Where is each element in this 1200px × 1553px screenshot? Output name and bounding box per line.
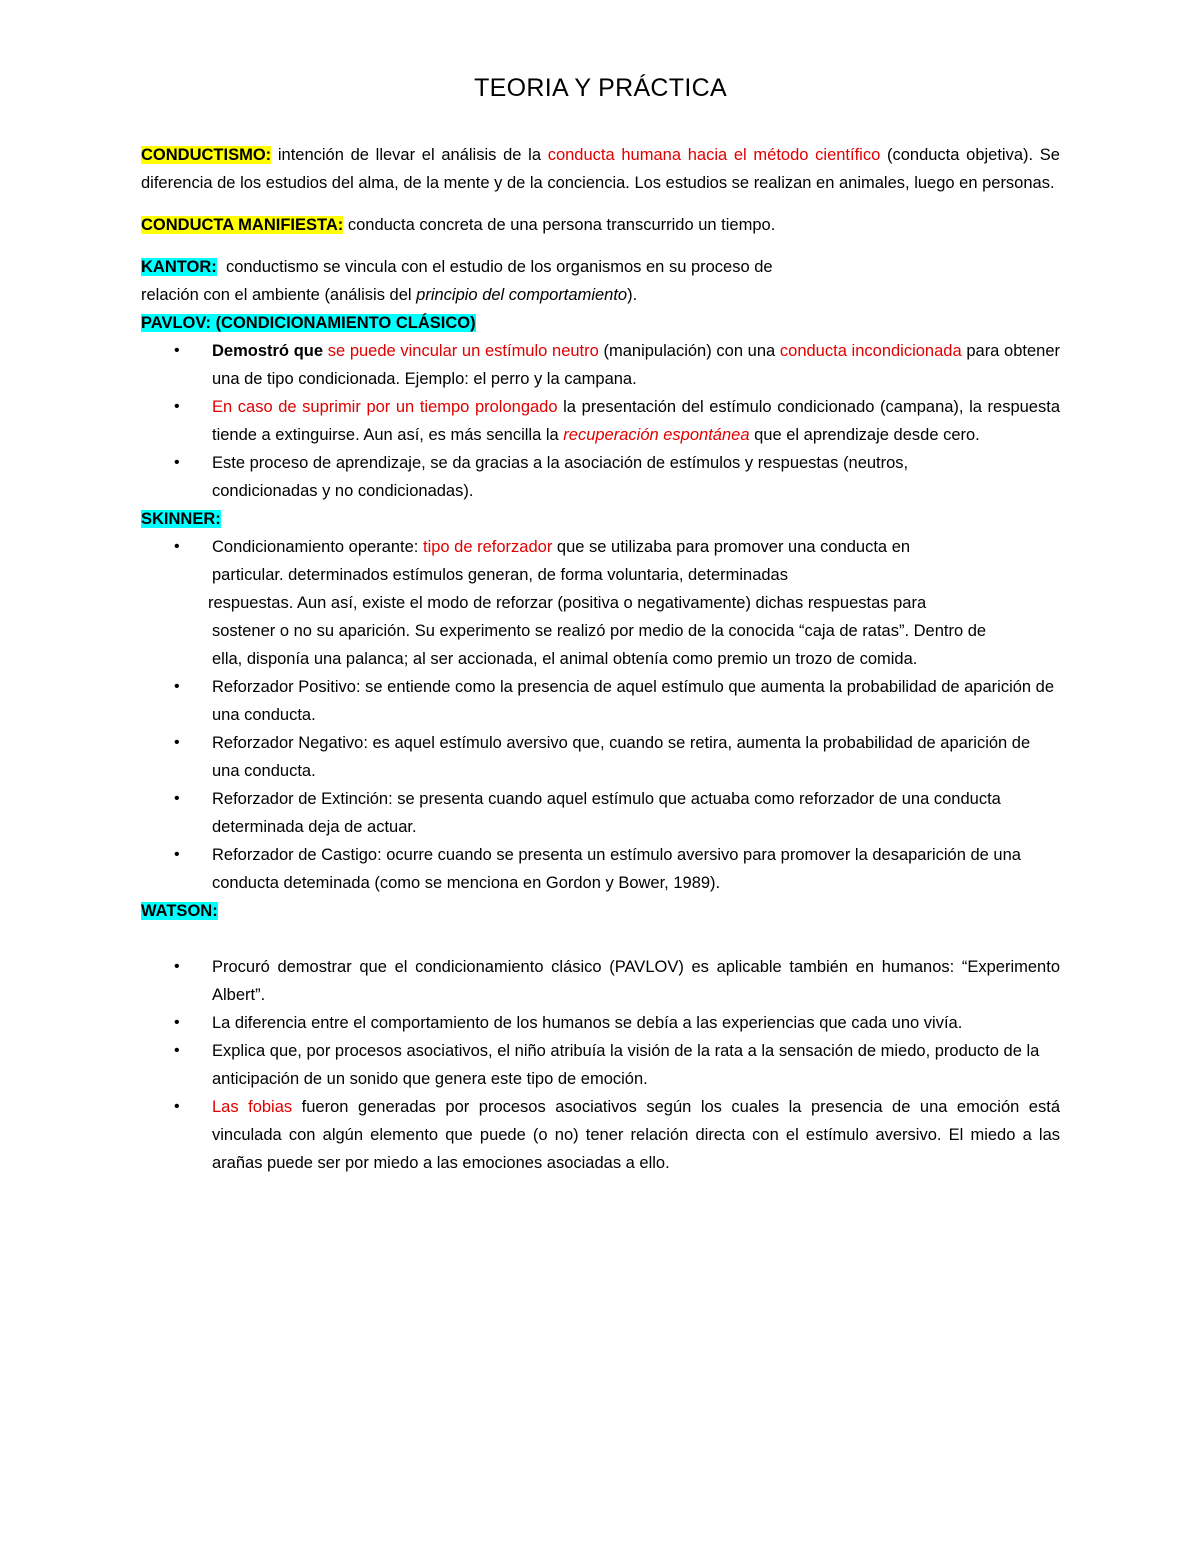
kantor-line-2b: ). bbox=[627, 286, 638, 304]
skinner-b1-text-2: que se utilizaba para promover una conducta en bbox=[552, 538, 911, 556]
list-item bbox=[174, 673, 1060, 729]
skinner-b1-line-4: sostener o no su aparición. Su experimento se realizó por medio de la conocida “caja de ratas”. Dentro de bbox=[212, 622, 987, 640]
bullet-icon: • bbox=[174, 1098, 180, 1115]
list-item bbox=[174, 729, 1060, 785]
list-item bbox=[174, 841, 1060, 897]
pavlov-b3-line-2: condicionadas y no condicionadas). bbox=[212, 482, 474, 500]
pavlov-b2-text-1: la presentación del estímulo condicionado (campana), la respuesta tiende a extinguirse. Aun así, es más sencilla la bbox=[212, 398, 1060, 444]
skinner-list bbox=[141, 533, 1060, 897]
skinner-b1-line-2: particular. determinados estímulos generan, de forma voluntaria, determinadas bbox=[212, 566, 788, 584]
list-item bbox=[174, 337, 1061, 393]
bullet-icon: • bbox=[174, 958, 180, 975]
pavlov-b1-red-1: se puede vincular un estímulo neutro bbox=[327, 342, 599, 360]
list-item bbox=[174, 1037, 1060, 1093]
bullet-icon: • bbox=[174, 734, 180, 751]
bullet-icon: • bbox=[174, 846, 180, 863]
bullet-icon: • bbox=[174, 398, 180, 415]
watson-heading bbox=[141, 897, 1060, 925]
bullet-icon: • bbox=[174, 342, 180, 359]
pavlov-b1-bold: Demostró que bbox=[212, 342, 328, 360]
bullet-icon: • bbox=[174, 538, 180, 555]
page-title: TEORIA Y PRÁCTICA bbox=[474, 74, 727, 102]
list-item bbox=[174, 533, 1060, 673]
watson-b2-text: La diferencia entre el comportamiento de los humanos se debía a las experiencias que cada uno vivía. bbox=[212, 1014, 963, 1032]
pavlov-b3-line-1: Este proceso de aprendizaje, se da gracias a la asociación de estímulos y respuestas (neutros, bbox=[212, 454, 909, 472]
pavlov-b2-text-2: que el aprendizaje desde cero. bbox=[749, 426, 980, 444]
skinner-b5-text: Reforzador de Castigo: ocurre cuando se presenta un estímulo aversivo para promover la desaparición de una conducta deteminada (como se menciona en Gordon y Bower, 1989). bbox=[212, 846, 1021, 892]
conductismo-text-1: intención de llevar el análisis de la bbox=[271, 146, 548, 164]
bullet-icon: • bbox=[174, 790, 180, 807]
conductismo-label: CONDUCTISMO: bbox=[141, 146, 272, 164]
kantor-paragraph bbox=[141, 253, 1060, 309]
kantor-line-2a: relación con el ambiente (análisis del bbox=[141, 286, 417, 304]
pavlov-b2-red: En caso de suprimir por un tiempo prolongado bbox=[212, 398, 558, 416]
pavlov-list bbox=[141, 337, 1060, 505]
skinner-label: SKINNER: bbox=[141, 510, 221, 528]
skinner-b2-text: Reforzador Positivo: se entiende como la presencia de aquel estímulo que aumenta la probabilidad de aparición de una conducta. bbox=[212, 678, 1055, 724]
kantor-label: KANTOR: bbox=[141, 258, 217, 276]
bullet-icon: • bbox=[174, 1014, 180, 1031]
watson-b4-text: fueron generadas por procesos asociativos según los cuales la presencia de una emoción está vinculada con algún elemento que puede (o no) tener relación directa con el estímulo aversivo. El miedo a las arañas puede ser por miedo a las emociones asociadas a ello. bbox=[212, 1098, 1060, 1172]
conducta-manifiesta-text: conducta concreta de una persona transcurrido un tiempo. bbox=[343, 216, 776, 234]
skinner-heading bbox=[141, 505, 1060, 533]
list-item bbox=[174, 393, 1060, 449]
conductismo-red-text: conducta humana hacia el método científico bbox=[547, 146, 881, 164]
list-item bbox=[174, 953, 1060, 1009]
list-item bbox=[174, 1009, 1060, 1037]
skinner-b1-line-3: respuestas. Aun así, existe el modo de reforzar (positiva o negativamente) dichas respuestas para bbox=[208, 594, 927, 612]
watson-b3-text: Explica que, por procesos asociativos, el niño atribuía la visión de la rata a la sensación de miedo, producto de la anticipación de un sonido que genera este tipo de emoción. bbox=[212, 1042, 1040, 1088]
list-item bbox=[174, 1093, 1060, 1177]
pavlov-b2-red-italic: recuperación espontánea bbox=[563, 426, 750, 444]
pavlov-b1-text-1: (manipulación) con una bbox=[598, 342, 780, 360]
pavlov-b1-text-2: para obtener una de tipo condicionada. Ejemplo: el perro y la campana. bbox=[212, 342, 1061, 388]
conducta-manifiesta-label: CONDUCTA MANIFIESTA: bbox=[141, 216, 344, 234]
list-item bbox=[174, 449, 1060, 505]
kantor-line-1: conductismo se vincula con el estudio de los organismos en su proceso de bbox=[216, 258, 773, 276]
bullet-icon: • bbox=[174, 454, 180, 471]
conducta-manifiesta-paragraph bbox=[141, 211, 1060, 239]
pavlov-heading bbox=[141, 309, 1060, 337]
watson-label: WATSON: bbox=[141, 902, 218, 920]
skinner-b1-line-5: ella, disponía una palanca; al ser accionada, el animal obtenía como premio un trozo de comida. bbox=[212, 650, 918, 668]
bullet-icon: • bbox=[174, 678, 180, 695]
skinner-b3-text: Reforzador Negativo: es aquel estímulo aversivo que, cuando se retira, aumenta la probabilidad de aparición de una conducta. bbox=[212, 734, 1031, 780]
list-item bbox=[174, 785, 1060, 841]
conductismo-paragraph bbox=[141, 141, 1060, 197]
pavlov-b1-red-2: conducta incondicionada bbox=[779, 342, 962, 360]
skinner-b4-text: Reforzador de Extinción: se presenta cuando aquel estímulo que actuaba como reforzador de una conducta determinada deja de actuar. bbox=[212, 790, 1001, 836]
skinner-b1-red: tipo de reforzador bbox=[422, 538, 553, 556]
bullet-icon: • bbox=[174, 1042, 180, 1059]
kantor-italic-text: principio del comportamiento bbox=[416, 286, 628, 304]
watson-b4-red: Las fobias bbox=[212, 1098, 293, 1116]
watson-b1-text: Procuró demostrar que el condicionamiento clásico (PAVLOV) es aplicable también en humanos: “Experimento Albert”. bbox=[212, 958, 1060, 1004]
conductismo-text-2: (conducta objetiva). Se diferencia de los estudios del alma, de la mente y de la conciencia. Los estudios se realizan en animales, luego en personas. bbox=[141, 146, 1060, 192]
pavlov-heading-label: PAVLOV: (CONDICIONAMIENTO CLÁSICO) bbox=[141, 314, 476, 332]
skinner-b1-text-1: Condicionamiento operante: bbox=[212, 538, 423, 556]
watson-list bbox=[141, 953, 1060, 1177]
spacer bbox=[141, 925, 1060, 953]
